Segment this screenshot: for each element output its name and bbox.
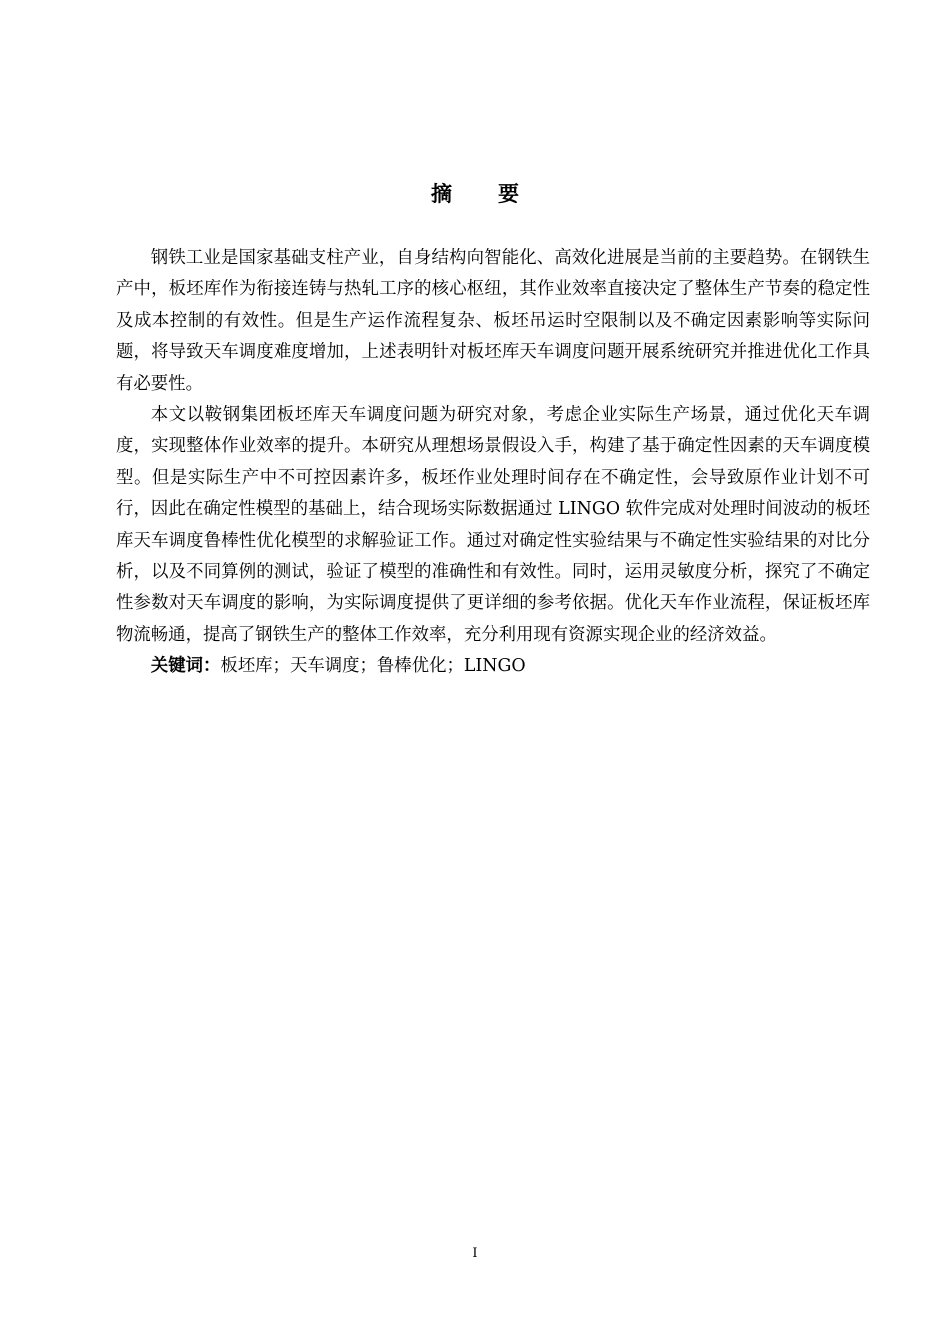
keywords-line	[116, 651, 870, 682]
abstract-body	[116, 243, 870, 683]
keywords-value: 板坯库；天车调度；鲁棒优化；LINGO	[220, 656, 526, 677]
keywords-label: 关键词：	[150, 656, 221, 677]
page-number: I	[472, 1246, 478, 1261]
abstract-paragraph-2: 本文以鞍钢集团板坯库天车调度问题为研究对象，考虑企业实际生产场景，通过优化天车调度，实现整体作业效率的提升。本研究从理想场景假设入手，构建了基于确定性因素的天车调度模型。但是实际生产中不可控因素许多，板坯作业处理时间存在不确定性，会导致原作业计划不可行，因此在确定性模型的基础上，结合现场实际数据通过 LINGO 软件完成对处理时间波动的板坯库天车调度鲁棒性优化模型的求解验证工作。通过对确定性实验结果与不确定性实验结果的对比分析，以及不同算例的测试，验证了模型的准确性和有效性。同时，运用灵敏度分析，探究了不确定性参数对天车调度的影响，为实际调度提供了更详细的参考依据。优化天车作业流程，保证板坯库物流畅通，提高了钢铁生产的整体工作效率，充分利用现有资源实现企业的经济效益。	[116, 405, 870, 645]
abstract-title: 摘要	[431, 182, 565, 206]
abstract-paragraph-1: 钢铁工业是国家基础支柱产业，自身结构向智能化、高效化进展是当前的主要趋势。在钢铁生产中，板坯库作为衔接连铸与热轧工序的核心枢纽，其作业效率直接决定了整体生产节奏的稳定性及成本控制的有效性。但是生产运作流程复杂、板坯吊运时空限制以及不确定因素影响等实际问题，将导致天车调度难度增加，上述表明针对板坯库天车调度问题开展系统研究并推进优化工作具有必要性。	[116, 248, 870, 394]
